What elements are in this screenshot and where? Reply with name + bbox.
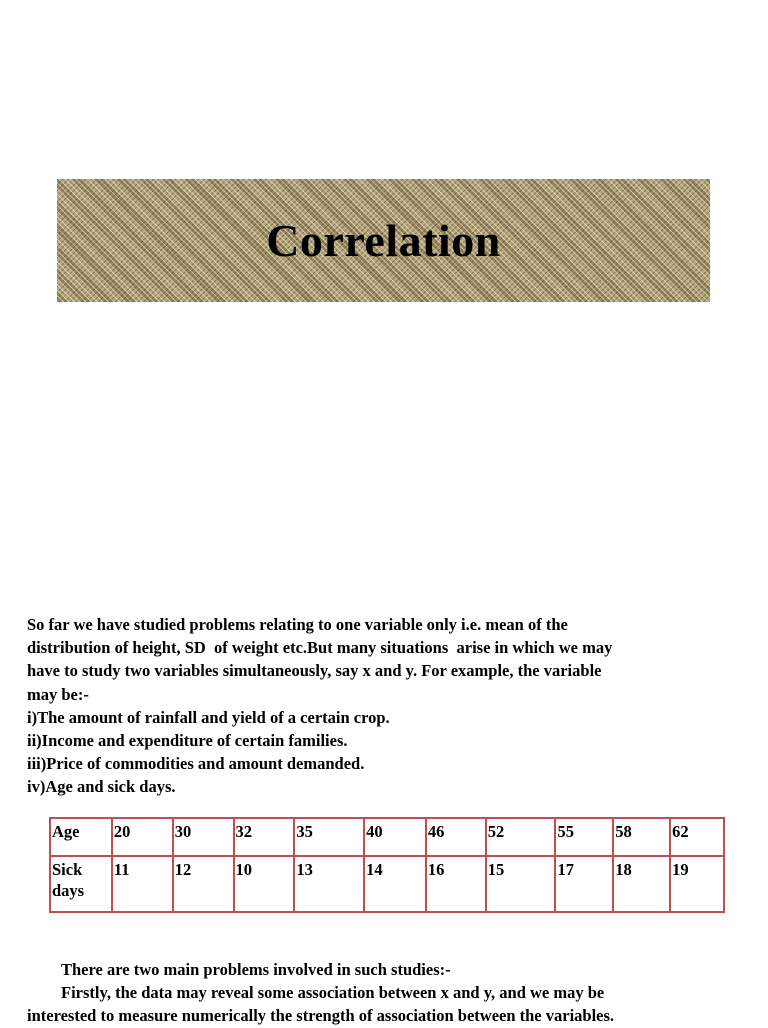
table-cell: 16 <box>426 856 486 912</box>
table-cell: 20 <box>112 818 173 856</box>
table-cell: 35 <box>294 818 364 856</box>
table-row <box>50 856 724 912</box>
closing-line: interested to measure numerically the strength of association between the variables. <box>27 1006 615 1026</box>
row-header-age: Age <box>50 818 112 856</box>
closing-line: There are two main problems involved in such studies:- <box>61 960 451 979</box>
table-cell: 30 <box>173 818 234 856</box>
list-item: iii)Price of commodities and amount demanded. <box>27 754 365 774</box>
table-row <box>50 818 724 856</box>
intro-line: So far we have studied problems relating to one variable only i.e. mean of the <box>27 615 568 634</box>
table-cell: 40 <box>364 818 426 856</box>
table-cell: 58 <box>613 818 670 856</box>
closing-line: Firstly, the data may reveal some association between x and y, and we may be <box>61 983 605 1003</box>
list-item: ii)Income and expenditure of certain families. <box>27 731 348 751</box>
table-cell: 17 <box>555 856 613 912</box>
table-cell: 55 <box>555 818 613 856</box>
list-item: iv)Age and sick days. <box>27 777 176 797</box>
table-cell: 19 <box>670 856 724 912</box>
list-item: i)The amount of rainfall and yield of a certain crop. <box>27 707 390 727</box>
table-cell: 12 <box>173 856 234 912</box>
page-title: Correlation <box>266 215 501 266</box>
row-header-sick-days: Sick days <box>50 856 112 912</box>
intro-line: distribution of height, SD of weight etc.But many situations arise in which we may <box>27 638 613 658</box>
table-cell: 15 <box>486 856 556 912</box>
intro-paragraph <box>27 613 727 799</box>
table-cell: 18 <box>613 856 670 912</box>
table-cell: 62 <box>670 818 724 856</box>
table-cell: 11 <box>112 856 173 912</box>
table-cell: 13 <box>294 856 364 912</box>
age-sick-days-table <box>49 817 725 913</box>
intro-line: have to study two variables simultaneously, say x and y. For example, the variable <box>27 661 602 681</box>
table-cell: 10 <box>234 856 295 912</box>
closing-paragraph <box>27 958 747 1028</box>
table-cell: 32 <box>234 818 295 856</box>
table-cell: 52 <box>486 818 556 856</box>
table-cell: 14 <box>364 856 426 912</box>
intro-line: may be:- <box>27 684 89 704</box>
table-cell: 46 <box>426 818 486 856</box>
title-banner <box>57 179 710 302</box>
